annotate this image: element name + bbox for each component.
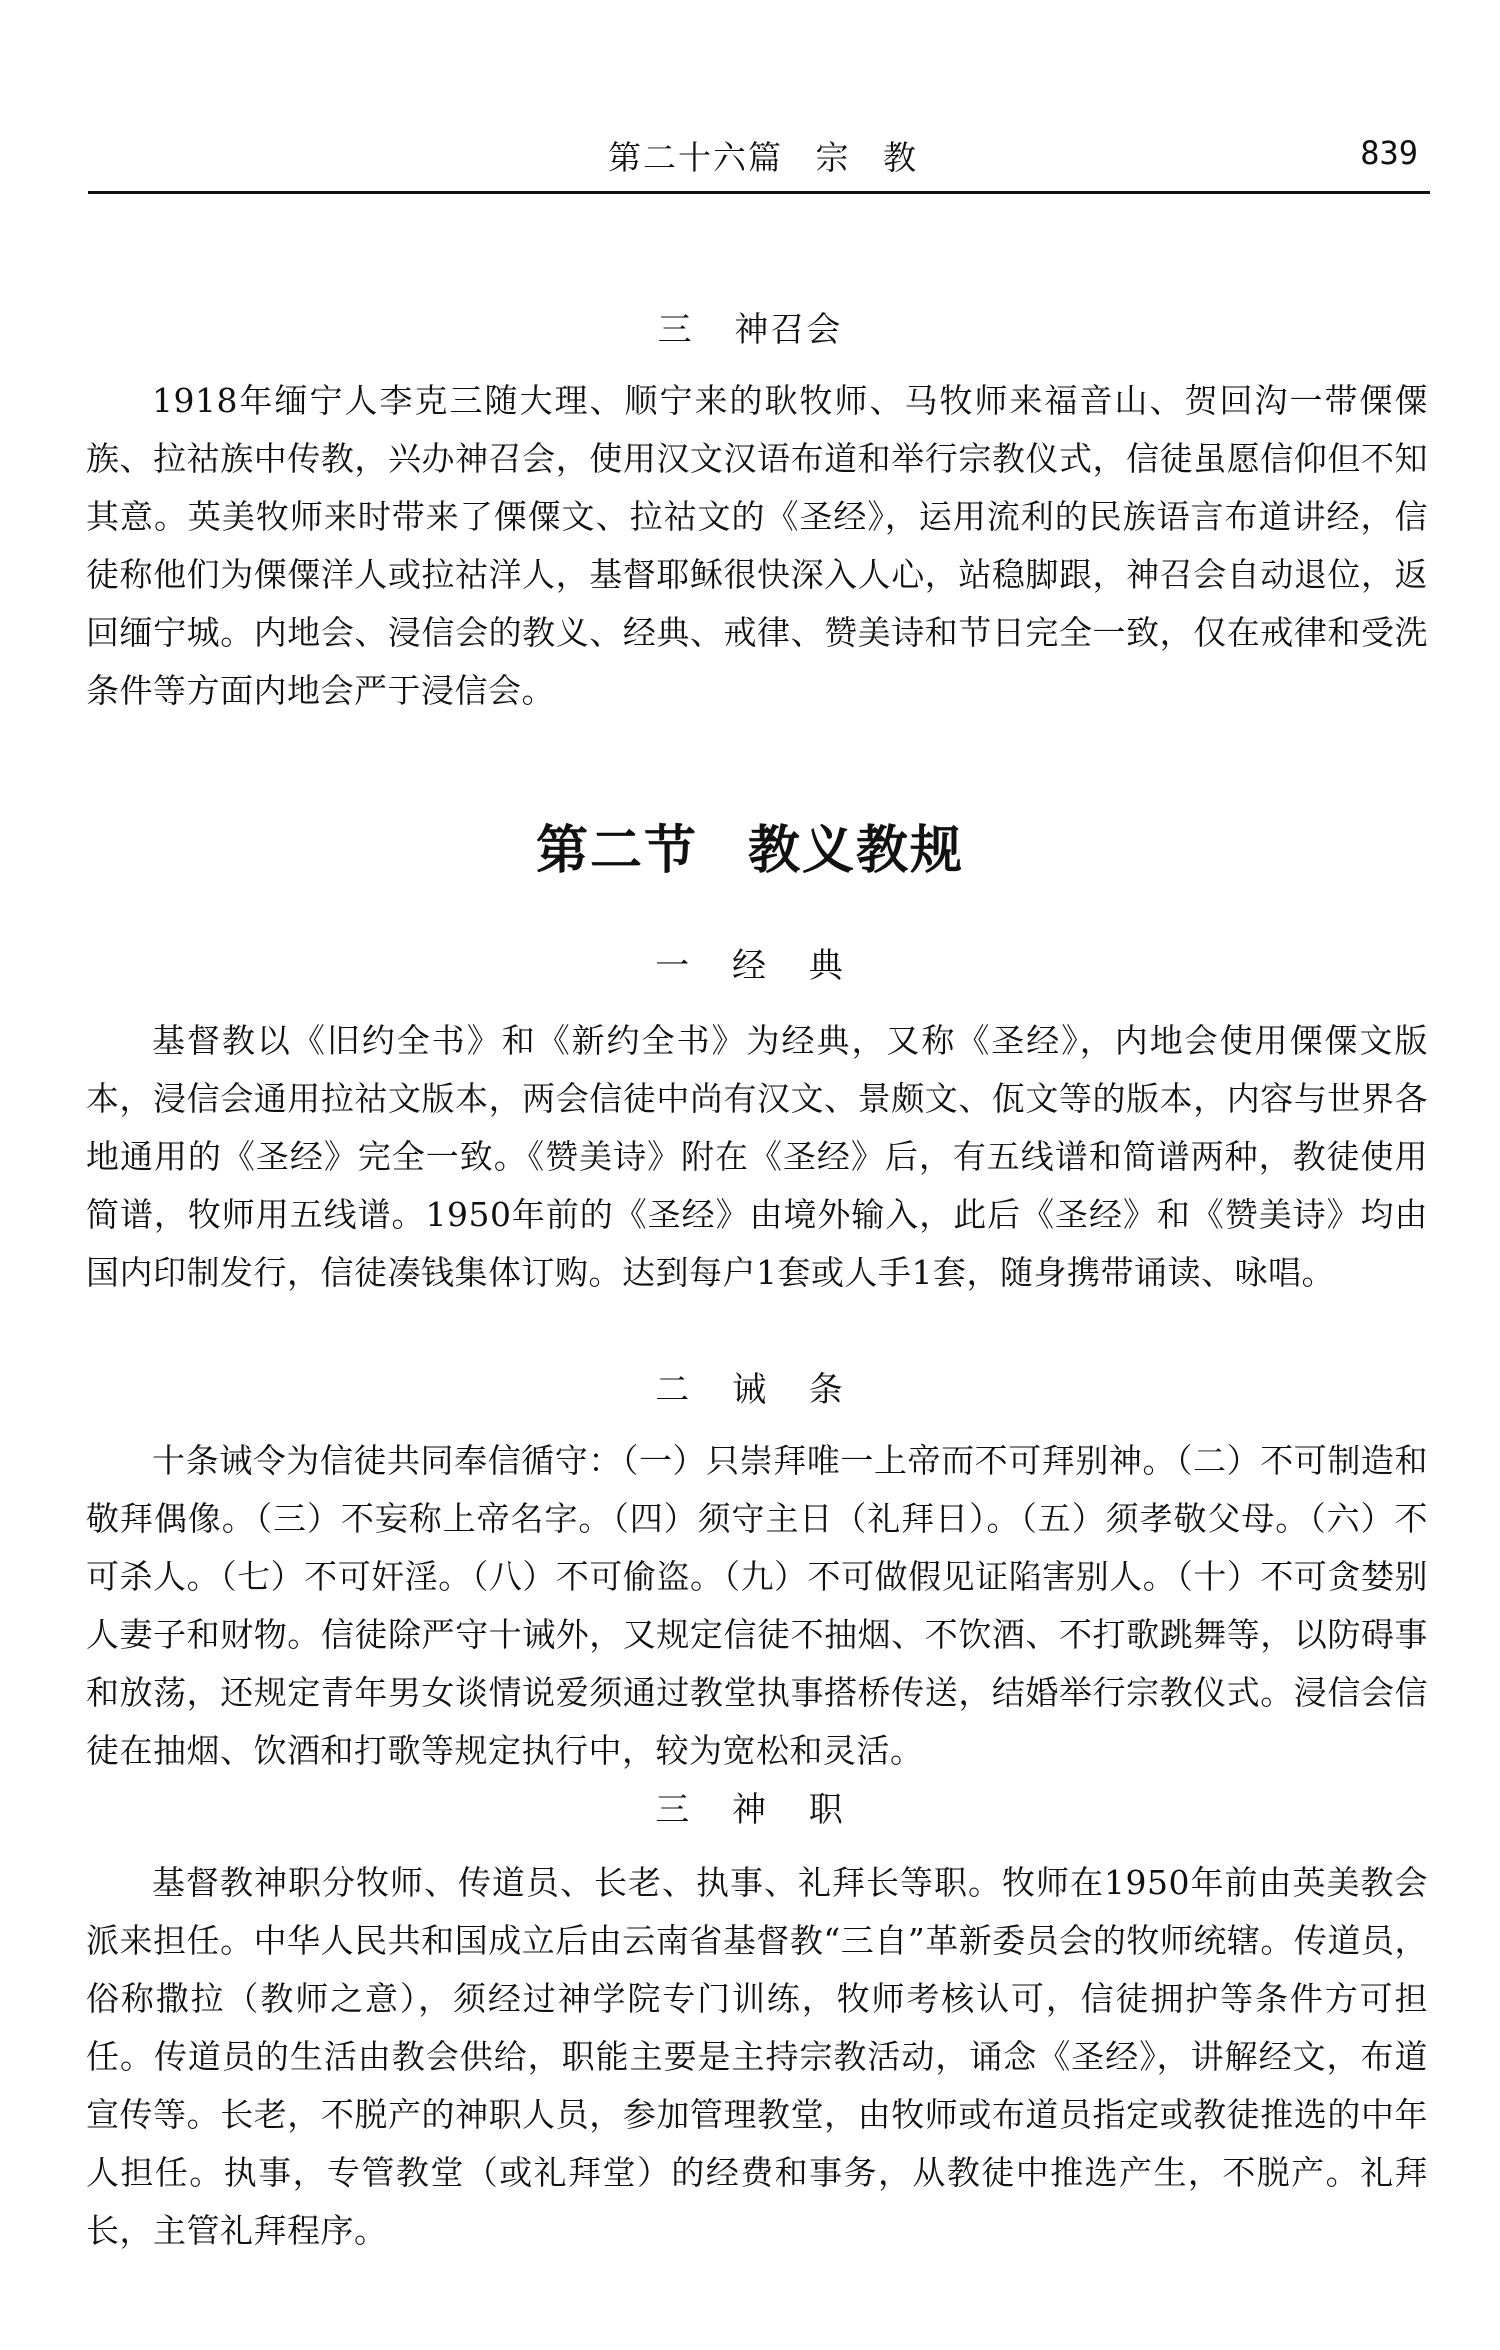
paragraph-scriptures: 基督教以《旧约全书》和《新约全书》为经典，又称《圣经》，内地会使用傈僳文版本，浸信会通用拉祜文版本，两会信徒中尚有汉文、景颇文、佤文等的版本，内容与世界各地通用的《圣经》完全一致。《赞美诗》附在《圣经》后，有五线谱和简谱两种，教徒使用简谱，牧师用五线谱。1950年前的《圣经》由境外输入，此后《圣经》和《赞美诗》均由国内印制发行，信徒凑钱集体订购。达到每户1套或人手1套，随身携带诵读、咏唱。 [86,1021,1428,1292]
subheading-commandments: 二 诫 条 [655,1370,845,1410]
header-rule [88,191,1430,194]
subheading-clergy: 三 神 职 [655,1790,845,1830]
subheading-scriptures: 一 经 典 [655,946,845,986]
running-header [88,132,1428,177]
page-number: 839 [1360,134,1418,172]
section-title: 第二节 教义教规 [535,821,965,881]
paragraph-clergy: 基督教神职分牧师、传道员、长老、执事、礼拜长等职。牧师在1950年前由英美教会派来担任。中华人民共和国成立后由云南省基督教“三自”革新委员会的牧师统辖。传道员，俗称撒拉（教师之意），须经过神学院专门训练，牧师考核认可，信徒拥护等条件方可担任。传道员的生活由教会供给，职能主要是主持宗教活动，诵念《圣经》，讲解经文，布道宣传等。长老，不脱产的神职人员，参加管理教堂，由牧师或布道员指定或教徒推选的中年人担任。执事，专管教堂（或礼拜堂）的经费和事务，从教徒中推选产生，不脱产。礼拜长，主管礼拜程序。 [86,1863,1428,2250]
header-title: 第二十六篇 宗 教 [608,138,918,177]
paragraph-assemblies-of-god: 1918年缅宁人李克三随大理、顺宁来的耿牧师、马牧师来福音山、贺回沟一带傈僳族、拉祜族中传教，兴办神召会，使用汉文汉语布道和举行宗教仪式，信徒虽愿信仰但不知其意。英美牧师来时带来了傈僳文、拉祜文的《圣经》，运用流利的民族语言布道讲经，信徒称他们为傈僳洋人或拉祜洋人，基督耶稣很快深入人心，站稳脚跟，神召会自动退位，返回缅宁城。内地会、浸信会的教义、经典、戒律、赞美诗和节日完全一致，仅在戒律和受洗条件等方面内地会严于浸信会。 [86,381,1428,710]
paragraph-commandments: 十条诫令为信徒共同奉信循守：（一）只崇拜唯一上帝而不可拜别神。（二）不可制造和敬拜偶像。（三）不妄称上帝名字。（四）须守主日（礼拜日）。（五）须孝敬父母。（六）不可杀人。（七）不可奸淫。（八）不可偷盗。（九）不可做假见证陷害别人。（十）不可贪婪别人妻子和财物。信徒除严守十诫外，又规定信徒不抽烟、不饮酒、不打歌跳舞等，以防碍事和放荡，还规定青年男女谈情说爱须通过教堂执事搭桥传送，结婚举行宗教仪式。浸信会信徒在抽烟、饮酒和打歌等规定执行中，较为宽松和灵活。 [86,1441,1428,1770]
subheading-assemblies-of-god: 三 神召会 [657,310,843,350]
